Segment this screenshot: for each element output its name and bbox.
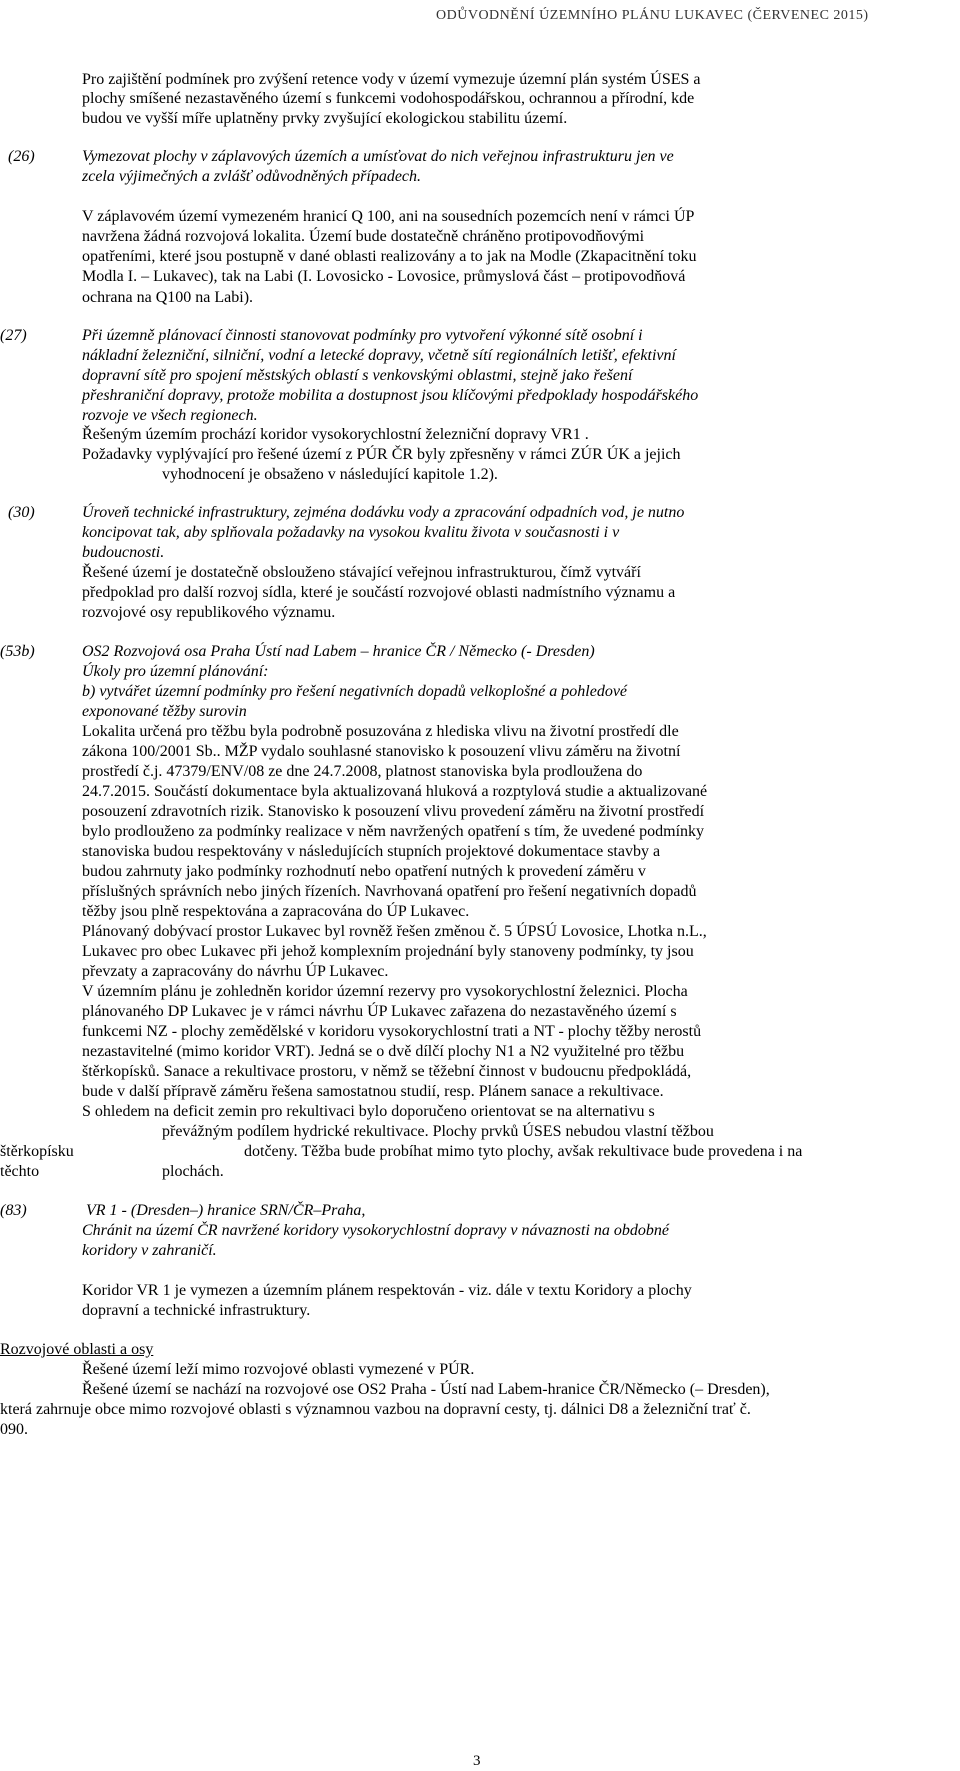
point-label: (27) bbox=[0, 327, 27, 344]
point-body: bude v další přípravě záměru řešena samostatnou studií, resp. Plánem sanace a rekultivace. bbox=[82, 1083, 664, 1100]
point-body: Plánovaný dobývací prostor Lukavec byl rovněž řešen změnou č. 5 ÚPSÚ Lovosice, Lhotka n.L., bbox=[82, 923, 707, 940]
point-body: rozvojové osy republikového významu. bbox=[82, 604, 336, 621]
page-number: 3 bbox=[473, 1753, 481, 1769]
point-body: stanoviska budou respektovány v následujících stupních projektové dokumentace stavby a bbox=[82, 843, 661, 860]
section-heading: Rozvojové oblasti a osy bbox=[0, 1341, 154, 1358]
point-body: budou zahrnuty jako podmínky rozhodnutí nebo opatření nutných k provedení záměru v bbox=[82, 863, 646, 880]
point-text: b) vytvářet územní podmínky pro řešení negativních dopadů velkoplošné a pohledové bbox=[82, 683, 628, 700]
point-label: (53b) bbox=[0, 643, 35, 660]
page-header: ODŮVODNĚNÍ ÚZEMNÍHO PLÁNU LUKAVEC (ČERVENEC 2015) bbox=[436, 8, 869, 23]
point-text: nákladní železniční, silniční, vodní a letecké dopravy, včetně sítí regionálních letišť, efektivní bbox=[82, 347, 676, 364]
point-text: dopravní sítě pro spojení městských oblastí s venkovskými oblastmi, stejně jako řešení bbox=[82, 367, 633, 384]
point-text: Úkoly pro územní plánování: bbox=[82, 663, 269, 680]
point-body: prostředí č.j. 47379/ENV/08 ze dne 24.7.2008, platnost stanoviska byla prodloužena do bbox=[82, 763, 643, 780]
point-text: VR 1 - (Dresden–) hranice SRN/ČR–Praha, bbox=[86, 1202, 366, 1219]
point-label: (30) bbox=[8, 504, 35, 521]
point-body: Lokalita určená pro těžbu byla podrobně posuzována z hlediska vlivu na životní prostředí dle bbox=[82, 723, 679, 740]
intro-line: budou ve vyšší míře uplatněny prvky zvyšující ekologickou stabilitu území. bbox=[82, 110, 568, 127]
point-body: navržena žádná rozvojová lokalita. Území bude dostatečně chráněno protipovodňovými bbox=[82, 228, 645, 245]
section-text: Řešené území se nachází na rozvojové ose OS2 Praha - Ústí nad Labem-hranice ČR/Německo (– Dresden), bbox=[82, 1381, 770, 1398]
point-body: funkcemi NZ - plochy zemědělské v koridoru vysokorychlostní trati a NT - plochy těžby nerostů bbox=[82, 1023, 702, 1040]
section-text: 090. bbox=[0, 1421, 28, 1438]
point-body: nezastavitelné (mimo koridor VRT). Jedná se o dvě dílčí plochy N1 a N2 využitelné pro těžbu bbox=[82, 1043, 685, 1060]
point-text: koncipovat tak, aby splňovala požadavky na vysokou kvalitu života v současnosti i v bbox=[82, 524, 620, 541]
point-text: zcela výjimečných a zvlášť odůvodněných případech. bbox=[82, 168, 422, 185]
point-text: exponované těžby surovin bbox=[82, 703, 247, 720]
point-body: opatřeními, které jsou postupně v dané oblasti realizovány a to jak na Modle (Zkapacitnění toku bbox=[82, 248, 697, 265]
point-label: (26) bbox=[8, 148, 35, 165]
point-body: Lukavec pro obec Lukavec při jehož komplexním projednání byly stanoveny podmínky, ty jsou bbox=[82, 943, 694, 960]
point-text: rozvoje ve všech regionech. bbox=[82, 407, 258, 424]
point-body: plochách. bbox=[162, 1163, 224, 1180]
point-body: předpoklad pro další rozvoj sídla, které je součástí rozvojové oblasti nadmístního významu a bbox=[82, 584, 676, 601]
point-body: Modla I. – Lukavec), tak na Labi (I. Lovosicko - Lovosice, průmyslová část – protipovodňová bbox=[82, 268, 686, 285]
point-body: Řešeným územím prochází koridor vysokorychlostní železniční dopravy VR1 . bbox=[82, 426, 589, 443]
point-text: OS2 Rozvojová osa Praha Ústí nad Labem – hranice ČR / Německo (- Dresden) bbox=[82, 643, 595, 660]
point-body: vyhodnocení je obsaženo v následující kapitole 1.2). bbox=[162, 466, 498, 483]
point-body: plánovaného DP Lukavec je v rámci návrhu ÚP Lukavec zařazena do nezastavěného území s bbox=[82, 1003, 677, 1020]
point-text: budoucnosti. bbox=[82, 544, 165, 561]
point-body: V záplavovém území vymezeném hranicí Q 100, ani na sousedních pozemcích není v rámci ÚP bbox=[82, 208, 695, 225]
point-text: Při územně plánovací činnosti stanovovat podmínky pro vytvoření výkonné sítě osobní i bbox=[82, 327, 643, 344]
point-body: ochrana na Q100 na Labi). bbox=[82, 289, 254, 306]
point-body: štěrkopísku bbox=[0, 1143, 74, 1160]
point-body: převzaty a zapracovány do návrhu ÚP Lukavec. bbox=[82, 963, 389, 980]
point-body: těchto bbox=[0, 1163, 40, 1180]
point-body: příslušných správních nebo jiných řízeních. Navrhovaná opatření pro řešení negativních dopadů bbox=[82, 883, 697, 900]
point-body: těžby jsou plně respektována a zapracována do ÚP Lukavec. bbox=[82, 903, 470, 920]
point-text: Vymezovat plochy v záplavových územích a umísťovat do nich veřejnou infrastrukturu jen ve bbox=[82, 148, 674, 165]
point-body: zákona 100/2001 Sb.. MŽP vydalo souhlasné stanovisko k posouzení vlivu záměru na životní bbox=[82, 743, 681, 760]
point-body: Řešené území je dostatečně obslouženo stávající veřejnou infrastrukturou, čímž vytváří bbox=[82, 564, 641, 581]
point-body: Požadavky vyplývající pro řešené území z PÚR ČR byly zpřesněny v rámci ZÚR ÚK a jejich bbox=[82, 446, 681, 463]
point-label: (83) bbox=[0, 1202, 27, 1219]
section-text: Řešené území leží mimo rozvojové oblasti vymezené v PÚR. bbox=[82, 1361, 475, 1378]
intro-line: plochy smíšené nezastavěného území s funkcemi vodohospodářskou, ochrannou a přírodní, kde bbox=[82, 90, 695, 107]
point-text: Chránit na území ČR navržené koridory vysokorychlostní dopravy v návaznosti na obdobné bbox=[82, 1222, 670, 1239]
intro-line: Pro zajištění podmínek pro zvýšení retence vody v území vymezuje územní plán systém ÚSES a bbox=[82, 71, 701, 88]
point-body: 24.7.2015. Součástí dokumentace byla aktualizovaná hluková a rozptylová studie a aktualizované bbox=[82, 783, 708, 800]
point-body: bylo prodlouženo za podmínky realizace v něm navržených opatření s tím, že uvedené podmínky bbox=[82, 823, 705, 840]
point-text: koridory v zahraničí. bbox=[82, 1242, 217, 1259]
point-body: převážným podílem hydrické rekultivace. Plochy prvků ÚSES nebudou vlastní těžbou bbox=[162, 1123, 714, 1140]
point-body: Koridor VR 1 je vymezen a územním plánem respektován - viz. dále v textu Koridory a plochy bbox=[82, 1282, 692, 1299]
point-body: dopravní a technické infrastruktury. bbox=[82, 1302, 311, 1319]
point-body: štěrkopísků. Sanace a rekultivace prostoru, v němž se těžební činnost v budoucnu předpokládá, bbox=[82, 1063, 692, 1080]
point-text: Úroveň technické infrastruktury, zejména dodávku vody a zpracování odpadních vod, je nutno bbox=[82, 504, 685, 521]
point-body: posouzení zdravotních rizik. Stanovisko k posouzení vlivu provedení záměru na životní prostředí bbox=[82, 803, 705, 820]
point-body: S ohledem na deficit zemin pro rekultivaci bylo doporučeno orientovat se na alternativu s bbox=[82, 1103, 655, 1120]
point-body: V územním plánu je zohledněn koridor územní rezervy pro vysokorychlostní železnici. Plocha bbox=[82, 983, 688, 1000]
point-text: přeshraniční dopravy, protože mobilita a dostupnost jsou klíčovými předpoklady hospodářského bbox=[82, 387, 699, 404]
section-text: která zahrnuje obce mimo rozvojové oblasti s významnou vazbou na dopravní cesty, tj. dálnici D8 a železniční trať č. bbox=[0, 1401, 751, 1418]
point-body: dotčeny. Těžba bude probíhat mimo tyto plochy, avšak rekultivace bude provedena i na bbox=[244, 1143, 803, 1160]
